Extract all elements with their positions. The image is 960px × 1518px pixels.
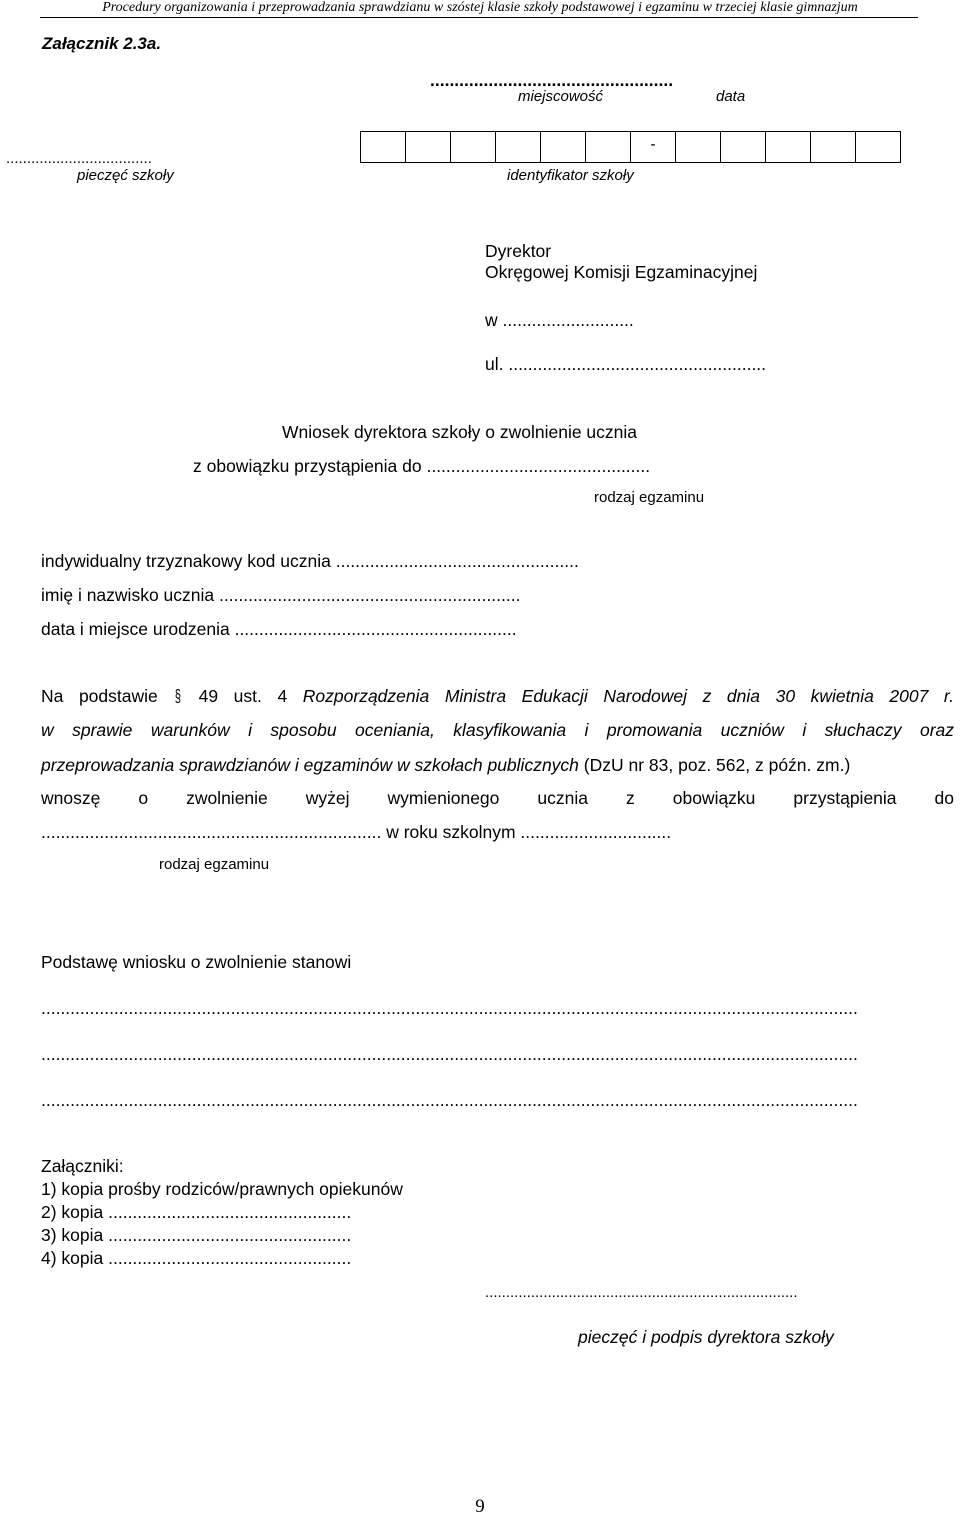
attachment-item: 3) kopia .................................................. [41, 1225, 352, 1245]
running-header: Procedury organizowania i przeprowadzania sprawdzianu w szóstej klasie szkoły podstawowej i egzaminu w trzeciej klasie gimnazjum [102, 0, 858, 15]
identifier-box [540, 131, 586, 163]
basis-label: Podstawę wniosku o zwolnienie stanowi [41, 952, 352, 972]
signature-dots: ........................................................................... [485, 1284, 798, 1301]
date-caption: data [716, 88, 746, 105]
stamp-caption: pieczęć szkoły [77, 167, 174, 184]
identifier-box [360, 131, 406, 163]
school-identifier-boxes [360, 131, 901, 161]
attachment-item: 1) kopia prośby rodziców/prawnych opiekunów [41, 1179, 403, 1199]
identifier-caption: identyfikator szkoły [507, 167, 634, 184]
regulation-title: Rozporządzenia Ministra Edukacji Narodowej z dnia 30 kwietnia 2007 r. [302, 686, 954, 706]
identifier-box [495, 131, 541, 163]
request-line: wnoszę o zwolnienie wyżej wymienionego ucznia z obowiązku przystąpienia do [41, 788, 954, 808]
request-title: Wniosek dyrektora szkoły o zwolnienie ucznia [282, 422, 638, 442]
identifier-box [675, 131, 721, 163]
identifier-box [810, 131, 856, 163]
addressee-street: ul. ..................................................... [485, 354, 767, 374]
annex-label: Załącznik 2.3a. [42, 34, 162, 53]
place-caption: miejscowość [518, 88, 604, 105]
body-text: 49 ust. 4 [198, 686, 288, 706]
basis-dots-line: ........................................................................................................................................................................ [41, 1044, 858, 1064]
section-sign: § [175, 686, 182, 706]
attachments-label: Załączniki: [41, 1156, 124, 1176]
student-birth-field: data i miejsce urodzenia .......................................................... [41, 619, 517, 639]
identifier-box [585, 131, 631, 163]
identifier-box [450, 131, 496, 163]
exam-type-caption: rodzaj egzaminu [594, 489, 705, 506]
legal-basis-line-2: w sprawie warunków i sposobu oceniania, klasyfikowania i promowania uczniów i słuchaczy oraz [41, 720, 954, 740]
stamp-field: ................................... [6, 150, 152, 167]
addressee-city: w ........................... [485, 310, 634, 330]
body-text: Na podstawie [41, 686, 158, 706]
identifier-box [405, 131, 451, 163]
identifier-box [765, 131, 811, 163]
header-rule [40, 17, 918, 18]
identifier-dash-box: - [630, 131, 676, 163]
basis-dots-line: ........................................................................................................................................................................ [41, 998, 858, 1018]
body-exam-type-caption: rodzaj egzaminu [159, 856, 270, 873]
addressee-institution: Okręgowej Komisji Egzaminacyjnej [485, 262, 758, 282]
signature-caption: pieczęć i podpis dyrektora szkoły [578, 1327, 834, 1347]
legal-basis-line-1 [41, 686, 954, 707]
basis-dots-line: ........................................................................................................................................................................ [41, 1090, 858, 1110]
identifier-box [720, 131, 766, 163]
journal-reference: (DzU nr 83, poz. 562, z późn. zm.) [583, 755, 851, 775]
regulation-title-cont: przeprowadzania sprawdzianów i egzaminów w szkołach publicznych [41, 755, 579, 775]
attachment-item: 4) kopia .................................................. [41, 1248, 352, 1268]
student-code-field: indywidualny trzyznakowy kod ucznia .................................................. [41, 551, 579, 571]
student-name-field: imię i nazwisko ucznia .............................................................. [41, 585, 521, 605]
exam-year-line: ...................................................................... w roku szkolnym ............................... [41, 822, 672, 842]
attachment-item: 2) kopia .................................................. [41, 1202, 352, 1222]
page-number: 9 [475, 1496, 485, 1517]
request-subtitle: z obowiązku przystąpienia do .............................................. [193, 456, 651, 476]
legal-basis-line-3 [41, 755, 850, 776]
identifier-box [855, 131, 901, 163]
addressee-title: Dyrektor [485, 241, 552, 261]
place-date-field: .................................................. [430, 70, 674, 90]
